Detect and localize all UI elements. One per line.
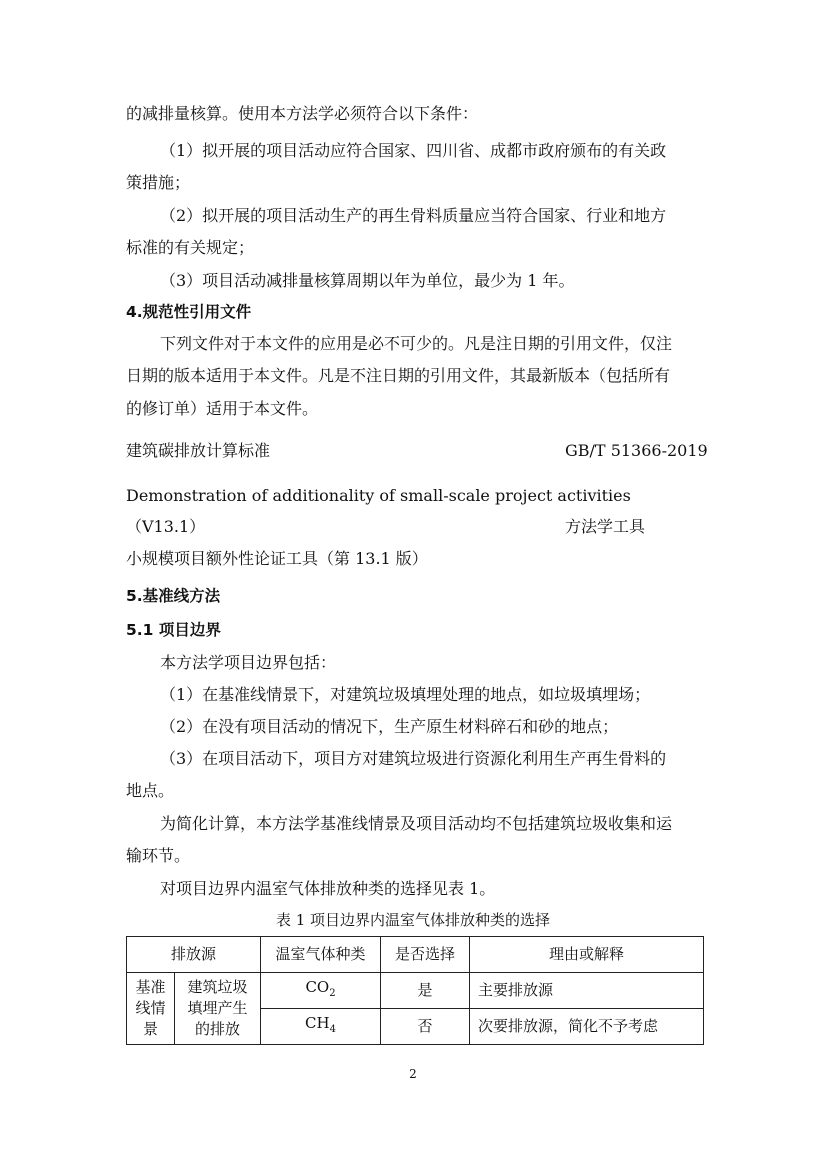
boundary-item-2: （2）在没有项目活动的情况下，生产原生材料碎石和砂的地点； <box>160 717 619 736</box>
source-label-line: 的排放 <box>195 1020 241 1038</box>
gas-formula: CH <box>305 1014 330 1032</box>
paragraph-line: 的减排量核算。使用本方法学必须符合以下条件： <box>126 104 479 123</box>
header-gas-type: 温室气体种类 <box>261 937 381 973</box>
table-caption: 表 1 项目边界内温室气体排放种类的选择 <box>275 911 551 929</box>
boundary-item-3: （3）在项目活动下，项目方对建筑垃圾进行资源化利用生产再生骨料的 <box>160 749 667 768</box>
reference-title: Demonstration of additionality of small-scale project activities <box>126 486 631 505</box>
table-row <box>127 973 704 1009</box>
group-label-line: 线情 <box>135 999 166 1017</box>
source-label-line: 填埋产生 <box>187 999 248 1017</box>
selected-cell: 否 <box>381 1009 470 1045</box>
section-4-intro-cont: 日期的版本适用于本文件。凡是不注日期的引用文件，其最新版本（包括所有 <box>126 366 671 385</box>
boundary-intro: 本方法学项目边界包括： <box>160 653 337 672</box>
header-selected: 是否选择 <box>381 937 470 973</box>
emission-table <box>126 936 704 1045</box>
reason-cell: 主要排放源 <box>470 973 704 1009</box>
selected-cell: 是 <box>381 973 470 1009</box>
reference-title: 建筑碳排放计算标准 <box>126 441 271 460</box>
simplify-note: 为简化计算，本方法学基准线情景及项目活动均不包括建筑垃圾收集和运 <box>160 814 673 833</box>
emission-source-cell <box>175 973 261 1045</box>
gas-cell <box>261 973 381 1009</box>
section-4-heading: 4.规范性引用文件 <box>126 303 252 321</box>
simplify-note-cont: 输环节。 <box>126 846 191 865</box>
header-emission-source: 排放源 <box>127 937 261 973</box>
section-4-intro-cont: 的修订单）适用于本文件。 <box>126 399 319 418</box>
reason-cell: 次要排放源，简化不予考虑 <box>470 1009 704 1045</box>
table-header-row <box>127 937 704 973</box>
reference-version: （V13.1） <box>126 517 206 536</box>
section-5-1-heading: 5.1 项目边界 <box>126 621 221 639</box>
condition-1: （1）拟开展的项目活动应符合国家、四川省、成都市政府颁布的有关政 <box>160 141 667 160</box>
condition-1-cont: 策措施； <box>126 173 191 192</box>
section-4-intro: 下列文件对于本文件的应用是必不可少的。凡是注日期的引用文件，仅注 <box>160 334 673 353</box>
header-reason: 理由或解释 <box>470 937 704 973</box>
table-reference: 对项目边界内温室气体排放种类的选择见表 1。 <box>160 879 496 898</box>
boundary-item-3-cont: 地点。 <box>126 781 175 800</box>
gas-subscript: 4 <box>329 1024 336 1035</box>
reference-code: GB/T 51366-2019 <box>565 441 708 460</box>
group-label-line: 景 <box>142 1020 158 1038</box>
condition-2-cont: 标准的有关规定； <box>126 238 255 257</box>
gas-subscript: 2 <box>329 988 336 999</box>
section-5-heading: 5.基准线方法 <box>126 587 221 605</box>
reference-type: 方法学工具 <box>565 517 646 536</box>
reference-title-cn: 小规模项目额外性论证工具（第 13.1 版） <box>126 549 428 568</box>
baseline-scenario-cell <box>127 973 175 1045</box>
gas-cell <box>261 1009 381 1045</box>
boundary-item-1: （1）在基准线情景下，对建筑垃圾填埋处理的地点，如垃圾填埋场； <box>160 685 651 704</box>
condition-3: （3）项目活动减排量核算周期以年为单位，最少为 1 年。 <box>160 271 575 290</box>
condition-2: （2）拟开展的项目活动生产的再生骨料质量应当符合国家、行业和地方 <box>160 206 667 225</box>
gas-formula: CO <box>305 978 330 996</box>
group-label-line: 基准 <box>135 978 166 996</box>
page-number: 2 <box>409 1067 417 1081</box>
source-label-line: 建筑垃圾 <box>187 978 248 996</box>
